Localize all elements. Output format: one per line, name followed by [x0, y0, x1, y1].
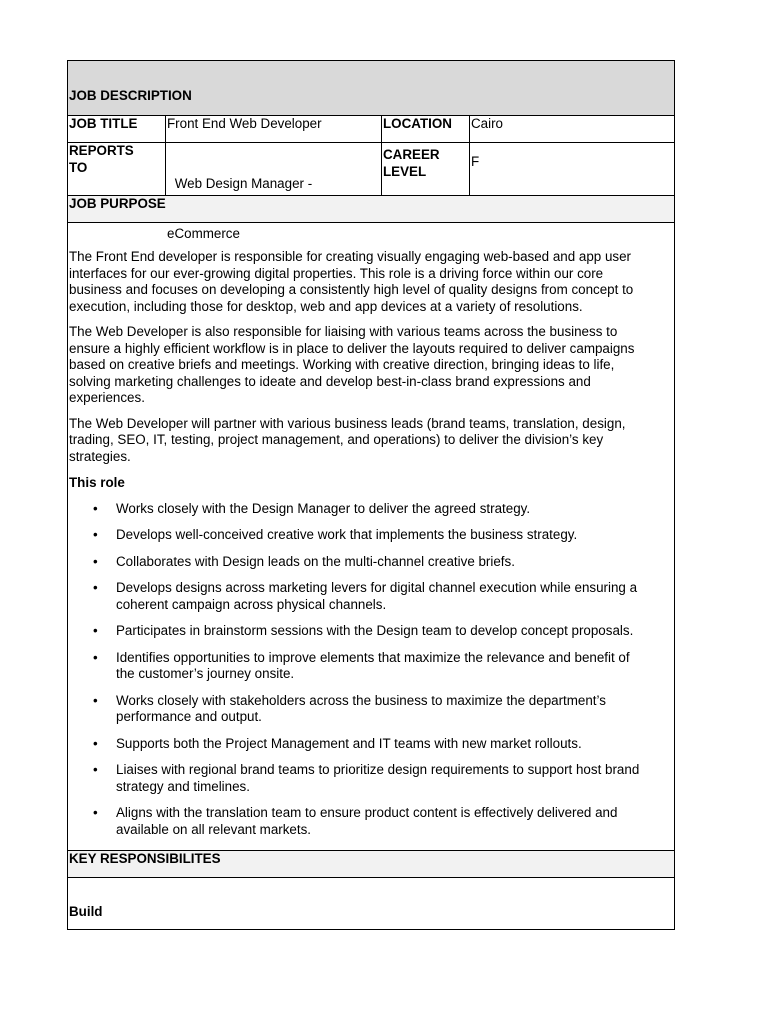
reports-to-label-cell	[68, 143, 165, 195]
job-title-label: JOB TITLE	[69, 116, 138, 131]
bullet-icon: •	[93, 762, 98, 777]
paragraph-line: solving marketing challenges to ideate and develop best-in-class brand expressions and	[69, 373, 591, 389]
bullet-line: Participates in brainstorm sessions with the Design team to develop concept proposals.	[116, 623, 634, 638]
purpose-paragraph-2	[69, 324, 672, 407]
career-level-value-cell	[469, 143, 674, 195]
bullet-line: available on all relevant markets.	[116, 821, 312, 837]
location-value: Cairo	[471, 116, 503, 131]
reports-to-value-line2: eCommerce	[167, 225, 240, 241]
job-description-table	[67, 60, 675, 930]
career-level-label-cell	[381, 143, 469, 195]
purpose-paragraph-1	[69, 249, 672, 315]
bullet-line: Identifies opportunities to improve elements that maximize the relevance and benefit of	[116, 649, 630, 665]
list-item	[69, 623, 672, 640]
page-title: JOB DESCRIPTION	[69, 88, 192, 103]
key-responsibilities-heading-row	[68, 850, 674, 877]
location-label-cell	[381, 116, 469, 142]
bullet-line: Develops well-conceived creative work that implements the business strategy.	[116, 527, 578, 542]
job-purpose-body	[68, 222, 674, 850]
career-level-label-line1: CAREER	[383, 147, 440, 162]
bullet-icon: •	[93, 580, 98, 595]
paragraph-line: ensure a highly efficient workflow is in place to deliver the layouts required to deliver campaigns	[69, 340, 635, 356]
bullet-icon: •	[93, 500, 98, 516]
bullet-icon: •	[93, 623, 98, 638]
list-item	[69, 580, 672, 613]
paragraph-line: execution, including those for desktop, web and app devices at a variety of resolutions.	[69, 298, 583, 314]
bullet-icon: •	[93, 649, 98, 665]
list-item	[69, 736, 672, 753]
career-level-value: F	[471, 154, 480, 169]
list-item	[69, 501, 672, 518]
list-item	[69, 527, 672, 544]
bullet-icon: •	[93, 805, 98, 820]
bullet-line: Develops designs across marketing levers for digital channel execution while ensuring a	[116, 580, 638, 595]
list-item	[69, 554, 672, 571]
bullet-line: Liaises with regional brand teams to prioritize design requirements to support host brand	[116, 762, 640, 777]
paragraph-line: trading, SEO, IT, testing, project management, and operations) to deliver the division’s key	[69, 432, 604, 447]
bullet-line: Works closely with the Design Manager to deliver the agreed strategy.	[116, 500, 531, 516]
paragraph-line: The Web Developer will partner with various business leads (brand teams, translation, design,	[69, 415, 626, 431]
job-title-label-cell	[68, 116, 165, 142]
list-item	[69, 805, 672, 838]
reports-to-label-line1: REPORTS	[69, 143, 134, 158]
bullet-icon: •	[93, 692, 98, 708]
job-title-value-cell	[165, 116, 381, 142]
job-title-value: Front End Web Developer	[167, 116, 322, 131]
bullet-line: performance and output.	[116, 709, 262, 724]
bullet-line: Collaborates with Design leads on the multi-channel creative briefs.	[116, 553, 515, 569]
location-value-cell	[469, 116, 674, 142]
paragraph-line: based on creative briefs and meetings. Working with creative direction, bringing ideas to life,	[69, 357, 615, 372]
location-label: LOCATION	[383, 116, 452, 131]
job-title-row	[68, 115, 674, 142]
bullet-line: Works closely with stakeholders across the business to maximize the department’s	[116, 692, 606, 708]
paragraph-line: interfaces for our ever-growing digital properties. This role is a driving force within our core	[69, 265, 604, 281]
bullet-line: strategy and timelines.	[116, 778, 250, 794]
list-item	[69, 650, 672, 683]
paragraph-line: The Web Developer is also responsible for liaising with various teams across the business to	[69, 324, 618, 339]
build-heading: Build	[69, 904, 103, 919]
bullet-icon: •	[93, 527, 98, 542]
bullet-line: Aligns with the translation team to ensure product content is effectively delivered and	[116, 805, 618, 820]
purpose-paragraph-3	[69, 416, 672, 466]
list-item	[69, 762, 672, 795]
bullet-line: Supports both the Project Management and IT teams with new market rollouts.	[116, 735, 582, 751]
paragraph-line: The Front End developer is responsible for creating visually engaging web-based and app user	[69, 249, 632, 264]
career-level-label-line2: LEVEL	[383, 163, 427, 179]
job-purpose-heading: JOB PURPOSE	[69, 196, 166, 211]
paragraph-line: business and focuses on developing a consistently high level of quality designs from concept to	[69, 282, 634, 297]
header-row	[68, 61, 674, 115]
reports-to-value-cell	[165, 143, 381, 241]
key-responsibilities-body	[68, 877, 674, 929]
reports-to-label-line2: TO	[69, 159, 88, 175]
paragraph-line: experiences.	[69, 390, 145, 405]
bullet-icon: •	[93, 735, 98, 751]
job-purpose-heading-row	[68, 195, 674, 222]
key-responsibilities-heading: KEY RESPONSIBILITES	[69, 851, 221, 866]
bullet-line: the customer’s journey onsite.	[116, 666, 295, 681]
bullet-line: coherent campaign across physical channels.	[116, 596, 387, 612]
role-bullet-list	[69, 501, 672, 839]
bullet-icon: •	[93, 553, 98, 569]
paragraph-line: strategies.	[69, 448, 131, 464]
this-role-heading: This role	[69, 475, 125, 490]
reports-to-value-line1: Web Design Manager -	[171, 176, 313, 191]
list-item	[69, 693, 672, 726]
